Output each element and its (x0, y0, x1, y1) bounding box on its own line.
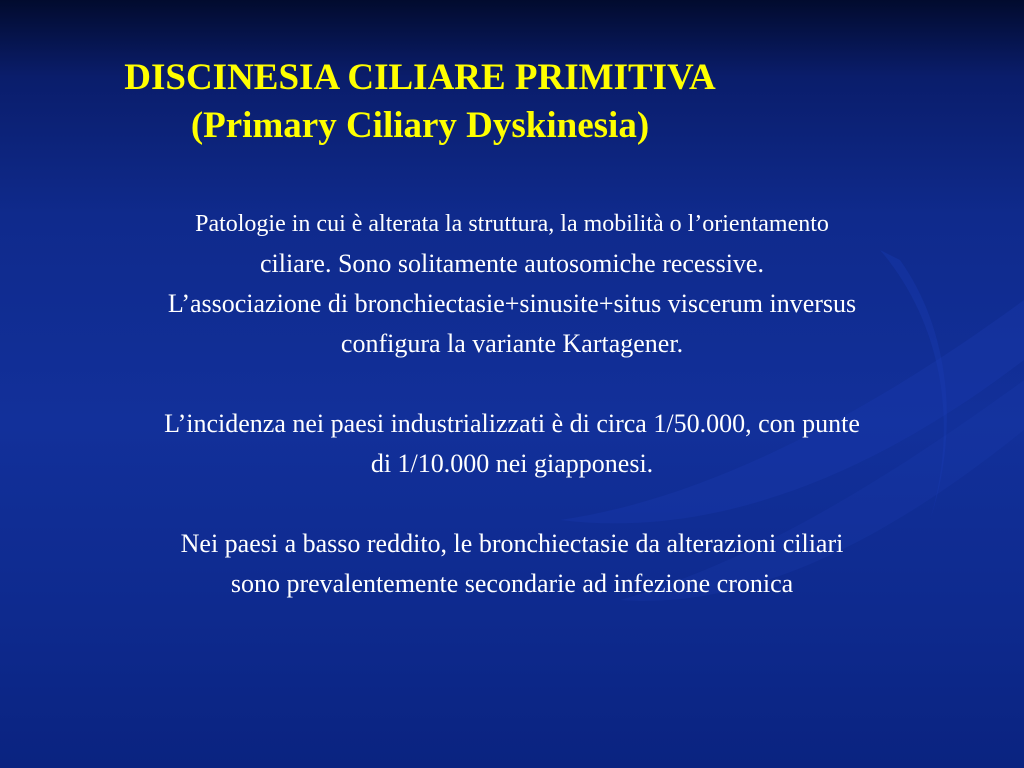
slide-title (60, 54, 780, 150)
paragraph-line: di 1/10.000 nei giapponesi. (370, 449, 654, 478)
paragraph-line: sono prevalentemente secondarie ad infezione cronica (230, 569, 794, 598)
slide-body (40, 204, 984, 644)
paragraph-line: ciliare. Sono solitamente autosomiche recessive. (260, 249, 764, 278)
paragraph-incidence (40, 404, 984, 484)
paragraph-low-income (40, 524, 984, 604)
paragraph-line: Patologie in cui è alterata la struttura, la mobilità o l’orientamento (195, 211, 829, 237)
paragraph-definition (40, 204, 984, 364)
paragraph-line: L’incidenza nei paesi industrializzati è di circa 1/50.000, con punte (164, 409, 860, 438)
paragraph-line: L’associazione di bronchiectasie+sinusite+situs viscerum inversus (167, 289, 857, 318)
title-line-2: (Primary Ciliary Dyskinesia) (190, 105, 650, 146)
paragraph-line: configura la variante Kartagener. (340, 329, 684, 358)
title-line-1: DISCINESIA CILIARE PRIMITIVA (124, 57, 716, 98)
paragraph-line: Nei paesi a basso reddito, le bronchiectasie da alterazioni ciliari (180, 529, 844, 558)
